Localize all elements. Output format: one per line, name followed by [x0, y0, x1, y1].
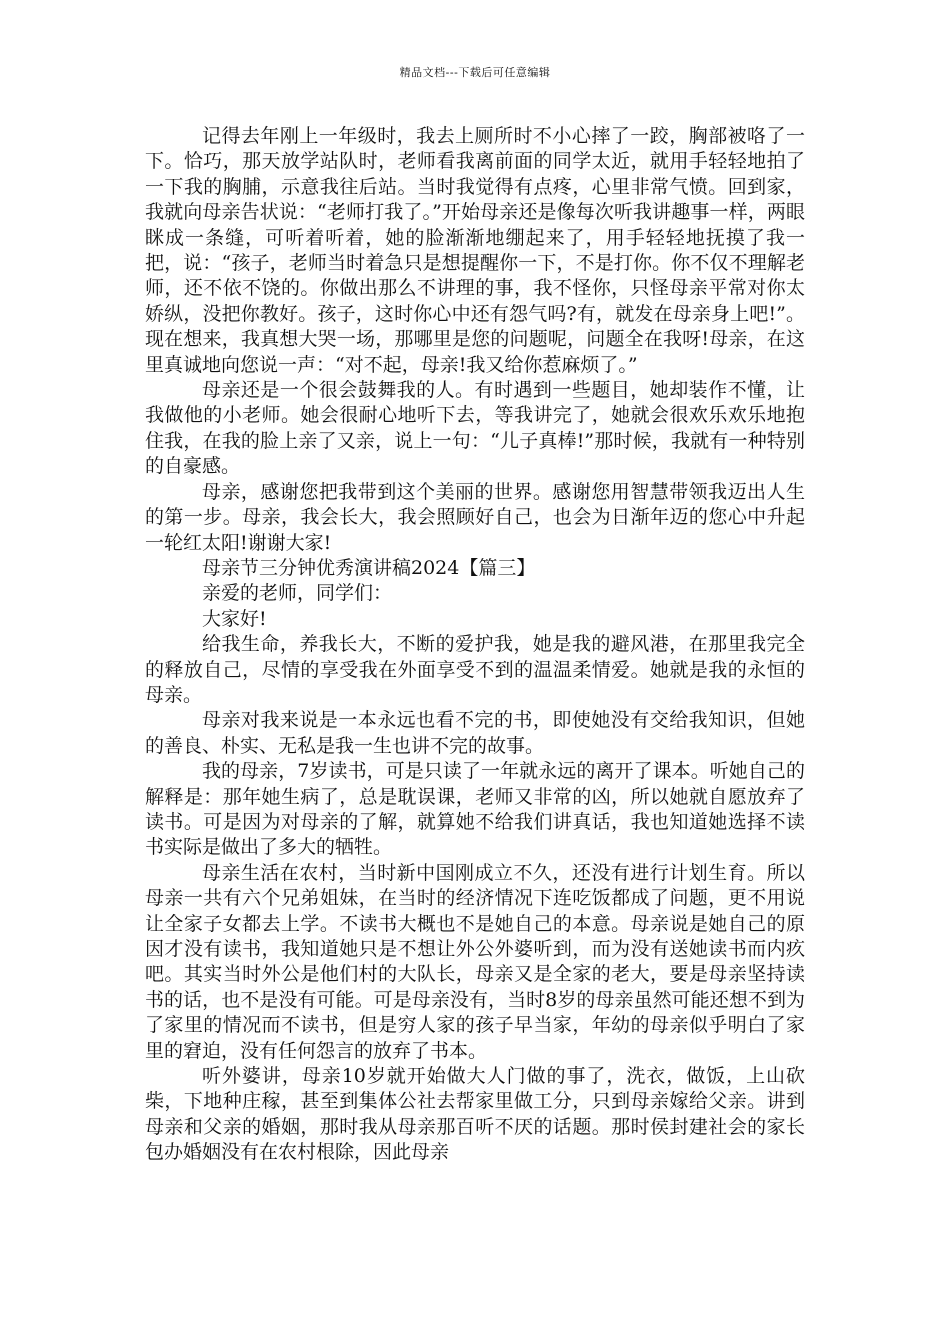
page-header: 精品文档---下载后可任意编辑	[399, 66, 551, 79]
salutation: 亲爱的老师，同学们：	[202, 582, 393, 605]
greeting: 大家好!	[202, 607, 267, 630]
paragraph: 母亲对我来说是一本永远也看不完的书，即使她没有交给我知识，但她的善良、朴实、无私是我一生也讲不完的故事。	[145, 709, 805, 757]
paragraph: 母亲，感谢您把我带到这个美丽的世界。感谢您用智慧带领我迈出人生的第一步。母亲，我会长大，我会照顾好自己，也会为日渐年迈的您心中升起一轮红太阳!谢谢大家!	[145, 480, 805, 554]
paragraph: 母亲生活在农村，当时新中国刚成立不久，还没有进行计划生育。所以母亲一共有六个兄弟姐妹，在当时的经济情况下连吃饭都成了问题，更不用说让全家子女都去上学。不读书大概也不是她自己的本意。母亲说是她自己的原因才没有读书，我知道她只是不想让外公外婆听到，而为没有送她读书而内疚吧。其实当时外公是他们村的大队长，母亲又是全家的老大，要是母亲坚持读书的话，也不是没有可能。可是母亲没有，当时8岁的母亲虽然可能还想不到为了家里的情况而不读书，但是穷人家的孩子早当家，年幼的母亲似乎明白了家里的窘迫，没有任何怨言的放弃了书本。	[145, 861, 805, 1062]
paragraph: 给我生命，养我长大，不断的爱护我，她是我的避风港，在那里我完全的释放自己，尽情的享受我在外面享受不到的温温柔情爱。她就是我的永恒的母亲。	[145, 633, 805, 706]
paragraph: 母亲还是一个很会鼓舞我的人。有时遇到一些题目，她却装作不懂，让我做他的小老师。她会很耐心地听下去，等我讲完了，她就会很欢乐欢乐地抱住我，在我的脸上亲了又亲，说上一句：“儿子真棒!”那时候，我就有一种特别的自豪感。	[145, 379, 805, 478]
paragraph: 我的母亲，7岁读书，可是只读了一年就永远的离开了课本。听她自己的解释是：那年她生病了，总是耽误课，老师又非常的凶，所以她就自愿放弃了读书。可是因为对母亲的了解，就算她不给我们讲真话，我也知道她选择不读书实际是做出了多大的牺牲。	[145, 760, 805, 859]
paragraph: 听外婆讲，母亲10岁就开始做大人门做的事了，洗衣，做饭，上山砍柴，下地种庄稼，甚至到集体公社去帮家里做工分，只到母亲嫁给父亲。讲到母亲和父亲的婚姻，那时我从母亲那百听不厌的话题。那时侯封建社会的家长包办婚姻没有在农村根除，因此母亲	[145, 1065, 805, 1164]
section-title: 母亲节三分钟优秀演讲稿2024【篇三】	[202, 556, 536, 579]
document-body	[145, 124, 805, 1166]
paragraph: 记得去年刚上一年级时，我去上厕所时不小心摔了一跤，胸部被咯了一下。恰巧，那天放学站队时，老师看我离前面的同学太近，就用手轻轻地拍了一下我的胸脯，示意我往后站。当时我觉得有点疼，心里非常气愤。回到家，我就向母亲告状说：“老师打我了。”开始母亲还是像每次听我讲趣事一样，两眼眯成一条缝，可听着听着，她的脸渐渐地绷起来了，用手轻轻地抚摸了我一把，说：“孩子，老师当时着急只是想提醒你一下，不是打你。你不仅不理解老师，还不依不饶的。你做出那么不讲理的事，我不怪你，只怪母亲平常对你太娇纵，没把你教好。孩子，这时你心中还有怨气吗?有，就发在母亲身上吧!”。现在想来，我真想大哭一场，那哪里是您的问题呢，问题全在我呀!母亲，在这里真诚地向您说一声：“对不起，母亲!我又给你惹麻烦了。”	[145, 125, 805, 376]
